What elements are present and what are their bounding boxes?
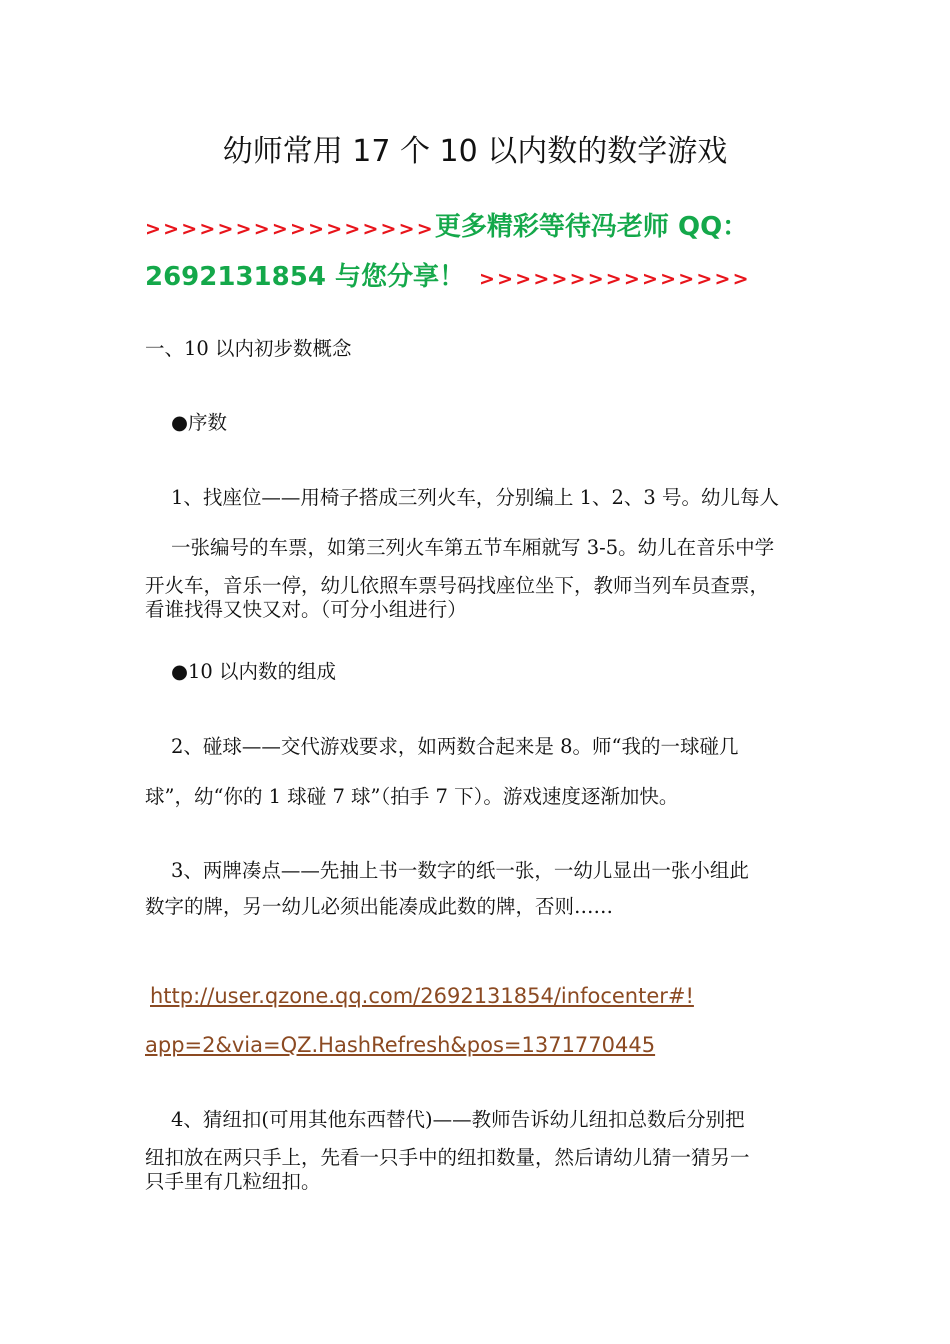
game-3-line-2: 数字的牌，另一幼儿必须出能凑成此数的牌，否则…… <box>145 895 614 918</box>
document-title: 幼师常用 17 个 10 以内数的数学游戏 <box>222 134 728 169</box>
game-2-line-2: 球”，幼“你的 1 球碰 7 球”（拍手 7 下）。游戏速度逐渐加快。 <box>145 785 679 808</box>
promo-line-2 <box>145 254 845 300</box>
game-4-line-3: 只手里有几粒纽扣。 <box>145 1170 321 1193</box>
game-3-line-1: 3、两牌凑点——先抽上书一数字的纸一张，一幼儿显出一张小组此 <box>171 859 749 882</box>
game-1-line-4: 看谁找得又快又对。（可分小组进行） <box>145 598 467 621</box>
game-3-paragraph <box>145 853 810 925</box>
game-4-line-2: 纽扣放在两只手上，先看一只手中的纽扣数量，然后请幼儿猜一猜另一 <box>145 1146 750 1169</box>
promo-text-line-1: 更多精彩等待冯老师 QQ： <box>434 212 749 242</box>
promo-arrows-left: >>>>>>>>>>>>>>>> <box>145 218 435 240</box>
promo-text-line-2: 2692131854 与您分享！ <box>145 262 465 292</box>
qzone-link-line-2[interactable]: app=2&via=QZ.HashRefresh&pos=1371770445 <box>145 1033 656 1057</box>
section-heading: 一、10 以内初步数概念 <box>145 337 352 360</box>
game-4-line-1: 4、猜纽扣(可用其他东西替代)——教师告诉幼儿纽扣总数后分别把 <box>171 1108 745 1131</box>
bullet-composition: ●10 以内数的组成 <box>171 660 337 683</box>
game-4-paragraph <box>145 1102 810 1200</box>
promo-arrows-right: >>>>>>>>>>>>>>> <box>478 268 751 290</box>
game-2-paragraph <box>145 729 810 815</box>
game-1-line-3: 开火车，音乐一停，幼儿依照车票号码找座位坐下，教师当列车员查票， <box>145 574 770 597</box>
game-2-line-1: 2、碰球——交代游戏要求，如两数合起来是 8。师“我的一球碰几 <box>171 735 739 758</box>
game-1-line-1: 1、找座位——用椅子搭成三列火车，分别编上 1、2、3 号。幼儿每人 <box>171 486 780 509</box>
promo-line-1 <box>145 204 845 250</box>
game-1-line-2: 一张编号的车票，如第三列火车第五节车厢就写 3-5。幼儿在音乐中学 <box>171 536 775 559</box>
qzone-link-line-1[interactable]: http://user.qzone.qq.com/2692131854/infocenter#! <box>150 984 694 1008</box>
bullet-ordinal: ●序数 <box>171 411 228 434</box>
game-1-paragraph <box>145 480 810 628</box>
